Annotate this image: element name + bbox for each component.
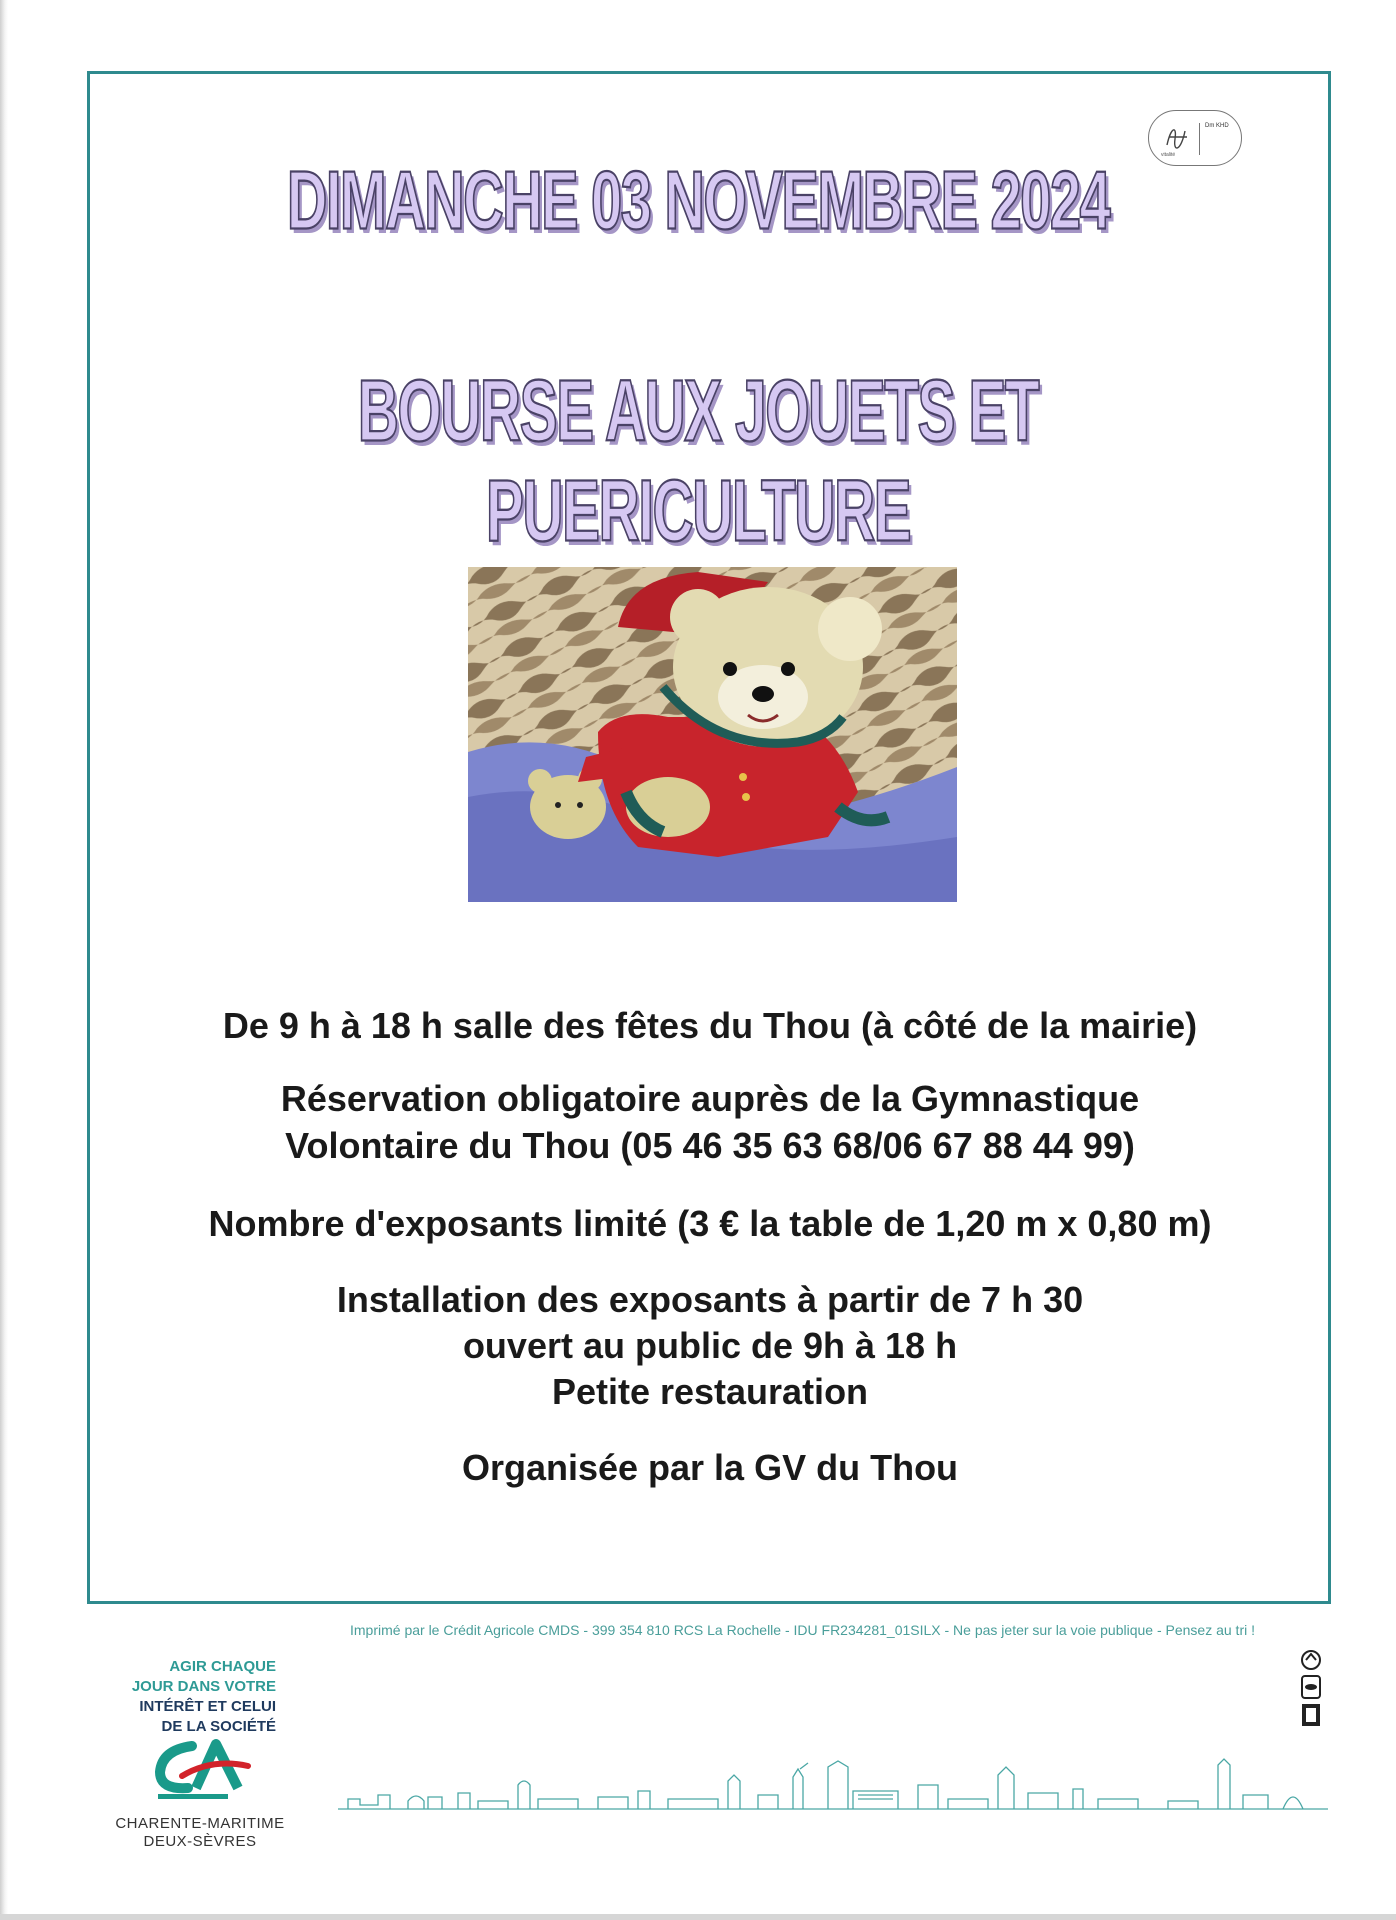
catering-note: Petite restauration — [551, 1371, 869, 1412]
teddy-bear-photo — [468, 567, 957, 902]
region-name — [90, 1815, 310, 1851]
installation-time: Installation des exposants à partir de 7 h 30 — [336, 1279, 1084, 1320]
recycle-info-icon — [1296, 1648, 1326, 1738]
bank-slogan — [100, 1657, 276, 1737]
reservation-line-2: Volontaire du Thou (05 46 35 63 68/06 67 88 44 99) — [285, 1125, 1135, 1166]
public-hours: ouvert au public de 9h à 18 h — [462, 1325, 958, 1366]
exhibitor-limit: Nombre d'exposants limité (3 € la table de 1,20 m x 0,80 m) — [208, 1203, 1212, 1244]
organizer: Organisée par la GV du Thou — [461, 1447, 959, 1488]
event-date-heading: DIMANCHE 03 NOVEMBRE 2024 — [286, 155, 1110, 247]
stamp-text: Dm KHD — [1205, 123, 1229, 129]
stamp-divider — [1199, 123, 1200, 155]
region-line-2: DEUX-SÈVRES — [143, 1833, 257, 1850]
region-line-1: CHARENTE-MARITIME — [115, 1815, 285, 1832]
stamp-subtext: vitalité — [1161, 152, 1176, 158]
page-edge — [0, 0, 8, 1920]
slogan-line: JOUR DANS VOTRE — [131, 1678, 276, 1695]
event-title-heading: BOURSE AUX JOUETS ET PUERICULTURE — [357, 362, 1039, 560]
reservation-line-1: Réservation obligatoire auprès de la Gymnastique — [280, 1078, 1140, 1119]
slogan-line: AGIR CHAQUE — [169, 1658, 276, 1675]
city-skyline-illustration — [338, 1755, 1334, 1815]
event-hours-location: De 9 h à 18 h salle des fêtes du Thou (à côté de la mairie) — [222, 1005, 1198, 1046]
credit-agricole-logo-icon — [152, 1738, 252, 1800]
slogan-line: INTÉRÊT ET CELUI — [139, 1698, 276, 1715]
slogan-line: DE LA SOCIÉTÉ — [161, 1718, 276, 1735]
signature-icon — [1163, 121, 1193, 155]
page-edge-bottom — [0, 1914, 1396, 1920]
printer-notice: Imprimé par le Crédit Agricole CMDS - 399 354 810 RCS La Rochelle - IDU FR234281_01SILX - Ne pas jeter sur la voie publique - Pensez au tri ! — [350, 1622, 1255, 1638]
